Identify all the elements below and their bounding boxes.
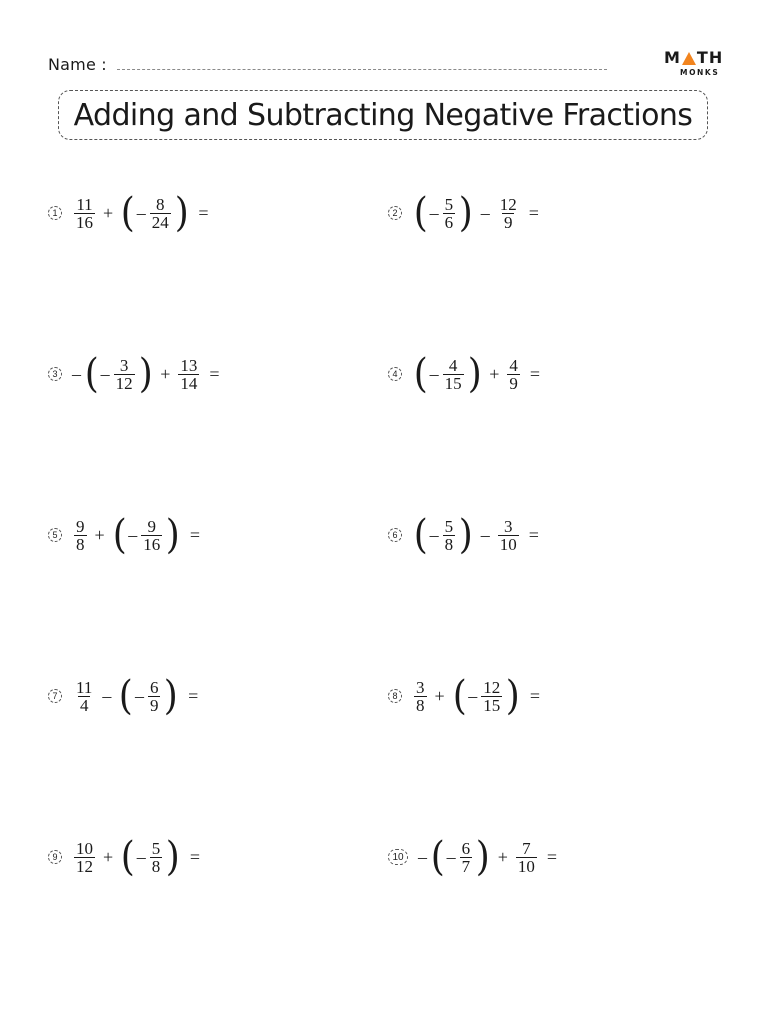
operator: + [160,363,171,384]
equals-sign: = [528,524,539,545]
close-paren: ) [458,512,473,558]
numerator: 5 [444,194,454,214]
negative-sign: – [100,363,110,384]
open-paren: ( [413,512,428,558]
problem-number: 2 [388,206,402,220]
fraction [74,196,95,231]
equals-sign: = [189,846,201,867]
negative-sign: – [429,363,439,384]
close-paren: ) [467,351,482,397]
denominator: 4 [79,695,89,715]
fraction [443,518,456,553]
denominator: 12 [115,373,133,393]
problem-3 [48,351,220,397]
fraction [443,357,464,392]
denominator: 10 [517,856,535,876]
problem-number: 6 [388,528,402,542]
fraction [443,196,456,231]
fraction [74,679,94,714]
close-paren: ) [174,190,189,236]
close-paren: ) [506,673,521,719]
logo-subtext: MONKS [680,68,720,77]
numerator: 11 [76,677,93,697]
operator: + [94,524,105,545]
numerator: 3 [416,677,425,697]
operator: – [102,685,112,706]
fraction [150,840,163,875]
fraction [148,679,161,714]
math-monks-logo [664,50,724,78]
problem-7 [48,673,199,719]
equals-sign: = [529,685,541,706]
name-input-line[interactable] [117,69,607,70]
denominator: 9 [509,373,518,393]
problem-10 [388,834,558,880]
open-paren: ( [120,190,135,236]
denominator: 10 [499,534,517,554]
numerator: 5 [444,516,454,536]
logo-letter-m: M [664,48,681,67]
fraction [481,679,502,714]
equals-sign: = [528,202,539,223]
open-paren: ( [413,190,428,236]
numerator: 8 [156,194,165,214]
denominator: 16 [76,212,93,232]
denominator: 8 [151,856,161,876]
numerator: 9 [76,516,85,536]
operator: + [497,846,508,867]
open-paren: ( [120,834,135,880]
denominator: 8 [416,695,425,715]
fraction [460,840,473,875]
numerator: 10 [76,838,93,858]
negative-sign: – [72,363,81,384]
problem-number: 10 [388,849,408,865]
open-paren: ( [119,673,134,719]
equals-sign: = [209,363,220,384]
problem-number: 7 [48,689,62,703]
negative-sign: – [136,202,146,223]
denominator: 6 [444,212,454,232]
title-box [58,90,708,140]
negative-sign: – [429,524,439,545]
open-paren: ( [112,512,127,558]
numerator: 4 [509,355,518,375]
denominator: 15 [483,695,501,715]
operator: + [103,202,114,223]
denominator: 16 [143,534,161,554]
numerator: 4 [448,355,458,375]
numerator: 13 [180,355,198,375]
open-paren: ( [430,834,445,880]
problem-number: 8 [388,689,402,703]
logo-triangle-icon [682,52,696,65]
equals-sign: = [546,846,558,867]
fraction [507,357,520,392]
numerator: 5 [151,838,161,858]
open-paren: ( [413,351,428,397]
problem-number: 4 [388,367,402,381]
negative-sign: – [136,846,146,867]
equals-sign: = [188,685,199,706]
problem-1 [48,190,209,236]
close-paren: ) [458,190,473,236]
denominator: 8 [76,534,85,554]
problem-number: 5 [48,528,62,542]
fraction [74,518,87,553]
close-paren: ) [166,512,181,558]
name-row [48,50,607,74]
open-paren: ( [84,351,99,397]
fraction [498,196,519,231]
logo-letters-th: TH [696,48,724,67]
denominator: 15 [444,373,462,393]
operator: – [480,524,490,545]
negative-sign: – [128,524,138,545]
operator: – [480,202,490,223]
fraction [498,518,519,553]
problem-4 [388,351,541,397]
close-paren: ) [138,351,153,397]
problem-5 [48,512,201,558]
negative-sign: – [134,685,144,706]
numerator: 11 [76,194,93,214]
equals-sign: = [198,202,209,223]
negative-sign: – [429,202,439,223]
numerator: 12 [483,677,501,697]
problem-number: 3 [48,367,62,381]
negative-sign: – [468,685,478,706]
logo-wordmark [664,50,724,66]
numerator: 6 [149,677,159,697]
fraction [141,518,162,553]
problem-6 [388,512,539,558]
fraction [150,196,171,231]
denominator: 14 [180,373,198,393]
denominator: 9 [503,212,513,232]
denominator: 12 [76,856,93,876]
denominator: 24 [151,212,169,232]
denominator: 9 [149,695,159,715]
numerator: 7 [522,838,531,858]
equals-sign: = [529,363,541,384]
operator: + [103,846,114,867]
denominator: 8 [444,534,454,554]
problem-2 [388,190,539,236]
problem-8 [388,673,541,719]
numerator: 3 [503,516,513,536]
open-paren: ( [452,673,467,719]
negative-sign: – [446,846,456,867]
fraction [74,840,95,875]
fraction [414,679,427,714]
fraction [516,840,537,875]
problem-number: 9 [48,850,62,864]
close-paren: ) [475,834,490,880]
numerator: 3 [119,355,129,375]
operator: + [489,363,500,384]
problem-9 [48,834,201,880]
close-paren: ) [164,673,179,719]
fraction [114,357,135,392]
name-label: Name : [48,55,107,74]
operator: + [434,685,445,706]
equals-sign: = [189,524,201,545]
problem-number: 1 [48,206,62,220]
numerator: 9 [147,516,157,536]
denominator: 7 [461,856,471,876]
fraction [178,357,199,392]
numerator: 12 [499,194,517,214]
negative-sign: – [418,846,427,867]
worksheet-title: Adding and Subtracting Negative Fractions [73,97,693,133]
close-paren: ) [166,834,181,880]
numerator: 6 [461,838,471,858]
